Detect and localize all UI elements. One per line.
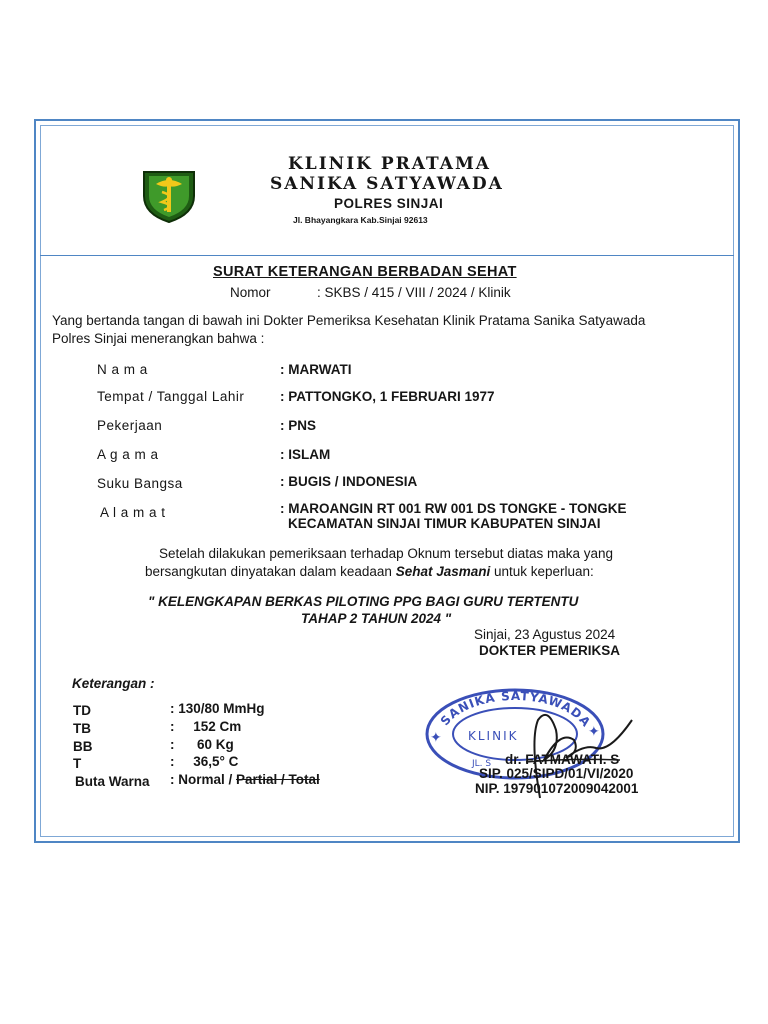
vital-t-value: : 36,5° C <box>170 754 239 769</box>
examiner-title: DOKTER PEMERIKSA <box>479 643 621 658</box>
statement-line2-post: untuk keperluan: <box>490 564 594 579</box>
clinic-unit: POLRES SINJAI <box>334 196 444 211</box>
purpose-line1: " KELENGKAPAN BERKAS PILOTING PPG BAGI GURU TERTENTU <box>148 594 579 609</box>
field-nama-value: : MARWATI <box>280 362 352 377</box>
letter-title: SURAT KETERANGAN BERBADAN SEHAT <box>213 264 517 280</box>
clinic-name-line2: SANIKA SATYAWADA <box>270 174 504 194</box>
field-agama-label: A g a m a <box>97 447 159 462</box>
field-pekerjaan-label: Pekerjaan <box>97 418 163 433</box>
field-alamat-value-line2: KECAMATAN SINJAI TIMUR KABUPATEN SINJAI <box>288 516 601 531</box>
field-alamat-value: : MAROANGIN RT 001 RW 001 DS TONGKE - TONGKE <box>280 501 627 516</box>
doctor-sip: SIP. 025/SIPD/01/VI/2020 <box>479 766 634 781</box>
field-ttl-label: Tempat / Tanggal Lahir <box>97 389 245 404</box>
statement-line2 <box>145 564 594 579</box>
doctor-name: dr. FATMAWATI. S <box>505 752 620 767</box>
vital-bb-label: BB <box>73 739 93 754</box>
vital-bb-value: : 60 Kg <box>170 737 234 752</box>
purpose-line2: TAHAP 2 TAHUN 2024 " <box>301 611 452 626</box>
field-alamat-label: A l a m a t <box>100 505 166 520</box>
vital-td-label: TD <box>73 703 91 718</box>
vital-t-label: T <box>73 756 82 771</box>
clinic-shield-logo-icon <box>140 166 198 224</box>
statement-line2-pre: bersangkutan dinyatakan dalam keadaan <box>145 564 396 579</box>
stamp-center-text: KLINIK <box>468 729 519 743</box>
field-agama-value: : ISLAM <box>280 447 331 462</box>
field-suku-value: : BUGIS / INDONESIA <box>280 474 418 489</box>
svg-text:✦: ✦ <box>430 730 442 746</box>
buta-warna-struck: Partial / Total <box>236 772 320 787</box>
vital-td-value: : 130/80 MmHg <box>170 701 265 716</box>
buta-warna-normal: : Normal / <box>170 772 237 787</box>
place-date: Sinjai, 23 Agustus 2024 <box>474 627 616 642</box>
nomor-value: : SKBS / 415 / VIII / 2024 / Klinik <box>317 285 511 300</box>
field-ttl-value: : PATTONGKO, 1 FEBRUARI 1977 <box>280 389 495 404</box>
intro-line1: Yang bertanda tangan di bawah ini Dokter Pemeriksa Kesehatan Klinik Pratama Sanika Satyawada <box>52 313 646 328</box>
intro-line2: Polres Sinjai menerangkan bahwa : <box>52 331 265 346</box>
statement-line1: Setelah dilakukan pemeriksaan terhadap Oknum tersebut diatas maka yang <box>159 546 614 561</box>
statement-emphasis: Sehat Jasmani <box>395 564 491 579</box>
stamp-top-text: SANIKA SATYAWADA <box>437 688 594 730</box>
field-pekerjaan-value: : PNS <box>280 418 317 433</box>
buta-warna-value <box>170 772 320 787</box>
vital-tb-label: TB <box>73 721 91 736</box>
nomor-label: Nomor <box>230 285 271 300</box>
header-divider <box>40 255 734 256</box>
svg-text:✦: ✦ <box>588 724 600 740</box>
field-suku-label: Suku Bangsa <box>97 476 183 491</box>
clinic-address: Jl. Bhayangkara Kab.Sinjai 92613 <box>293 215 428 225</box>
buta-warna-label: Buta Warna <box>75 774 150 789</box>
clinic-name-line1: KLINIK PRATAMA <box>288 154 491 174</box>
stamp-bottom-text: JL. S <box>472 759 492 769</box>
doctor-nip: NIP. 197901072009042001 <box>475 781 639 796</box>
vital-tb-value: : 152 Cm <box>170 719 242 734</box>
keterangan-heading: Keterangan : <box>72 676 155 691</box>
field-nama-label: N a m a <box>97 362 148 377</box>
